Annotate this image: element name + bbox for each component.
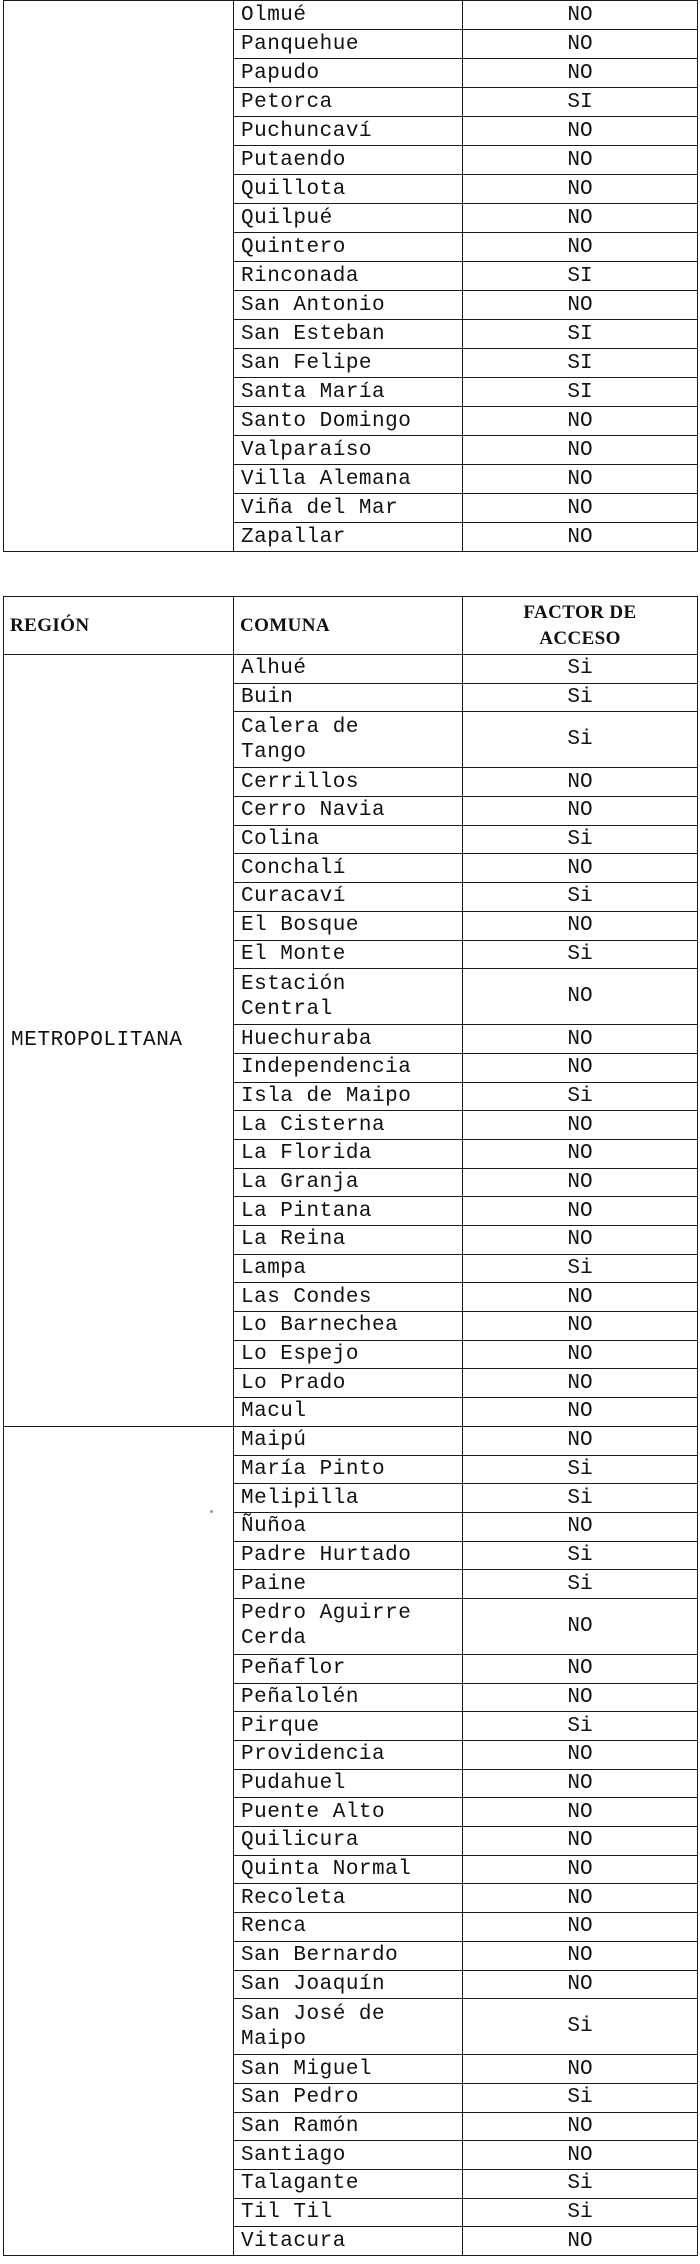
comuna-cell: San Felipe (234, 349, 463, 378)
header-factor-line1: FACTOR DE (523, 601, 637, 623)
comuna-cell: Calera de Tango (234, 712, 463, 768)
factor-acceso-cell: Si (463, 2198, 698, 2227)
factor-acceso-cell: Si (463, 1570, 698, 1599)
table-row (4, 655, 698, 684)
factor-acceso-cell: NO (463, 1970, 698, 1999)
comuna-cell: Petorca (234, 88, 463, 117)
comuna-cell: Quinta Normal (234, 1855, 463, 1884)
comuna-cell: Papudo (234, 59, 463, 88)
factor-acceso-cell: NO (463, 969, 698, 1025)
comuna-cell: Santo Domingo (234, 407, 463, 436)
comuna-cell: Quintero (234, 233, 463, 262)
comuna-cell: Rinconada (234, 262, 463, 291)
comuna-cell: Puente Alto (234, 1798, 463, 1827)
comuna-cell: Independencia (234, 1053, 463, 1082)
comuna-cell: Paine (234, 1570, 463, 1599)
comuna-cell: Panquehue (234, 30, 463, 59)
factor-acceso-cell: NO (463, 1769, 698, 1798)
comuna-cell: Cerro Navia (234, 797, 463, 826)
comuna-cell: Conchalí (234, 854, 463, 883)
comuna-cell: El Bosque (234, 911, 463, 940)
comuna-cell: Providencia (234, 1741, 463, 1770)
factor-acceso-cell: NO (463, 1426, 698, 1455)
factor-acceso-cell: NO (463, 204, 698, 233)
comuna-cell: Olmué (234, 1, 463, 30)
factor-acceso-cell: NO (463, 436, 698, 465)
factor-acceso-cell: NO (463, 175, 698, 204)
factor-acceso-cell: Si (463, 1254, 698, 1283)
table-row (4, 1, 698, 30)
table2-body (4, 655, 698, 2256)
table1-body (4, 1, 698, 552)
comuna-cell: San Bernardo (234, 1941, 463, 1970)
comuna-cell: Recoleta (234, 1884, 463, 1913)
factor-acceso-cell: NO (463, 797, 698, 826)
comuna-cell: Isla de Maipo (234, 1082, 463, 1111)
factor-acceso-cell: NO (463, 1398, 698, 1427)
comuna-cell: Alhué (234, 655, 463, 684)
comuna-cell: Quilicura (234, 1827, 463, 1856)
comuna-cell: Santa María (234, 378, 463, 407)
comuna-cell: La Granja (234, 1168, 463, 1197)
factor-acceso-cell: NO (463, 2141, 698, 2170)
factor-acceso-cell: Si (463, 683, 698, 712)
factor-acceso-cell: NO (463, 1025, 698, 1054)
comuna-cell: San Esteban (234, 320, 463, 349)
comuna-cell: Colina (234, 825, 463, 854)
comuna-cell: San Antonio (234, 291, 463, 320)
factor-acceso-cell: NO (463, 1741, 698, 1770)
comuna-cell: Macul (234, 1398, 463, 1427)
region-cell-continued (4, 1426, 234, 2255)
comuna-cell: Lo Prado (234, 1369, 463, 1398)
comuna-cell: San Ramón (234, 2112, 463, 2141)
comuna-cell: San Miguel (234, 2055, 463, 2084)
comuna-cell: La Cisterna (234, 1111, 463, 1140)
factor-acceso-cell: Si (463, 825, 698, 854)
factor-acceso-cell: Si (463, 2083, 698, 2112)
factor-acceso-cell: SI (463, 378, 698, 407)
comuna-cell: La Pintana (234, 1197, 463, 1226)
factor-acceso-cell: NO (463, 1683, 698, 1712)
comuna-cell: El Monte (234, 940, 463, 969)
factor-acceso-cell: NO (463, 2112, 698, 2141)
header-region: REGIÓN (4, 597, 234, 655)
factor-acceso-cell: NO (463, 2055, 698, 2084)
comuna-cell: Zapallar (234, 523, 463, 552)
valparaiso-comunas-table (3, 0, 698, 552)
factor-acceso-cell: NO (463, 1340, 698, 1369)
factor-acceso-cell: NO (463, 1197, 698, 1226)
factor-acceso-cell: SI (463, 349, 698, 378)
comuna-cell: Padre Hurtado (234, 1541, 463, 1570)
comuna-cell: Estación Central (234, 969, 463, 1025)
comuna-cell: Buin (234, 683, 463, 712)
comuna-cell: Melipilla (234, 1484, 463, 1513)
factor-acceso-cell: NO (463, 2227, 698, 2256)
factor-acceso-cell: NO (463, 1168, 698, 1197)
factor-acceso-cell: NO (463, 1654, 698, 1683)
factor-acceso-cell: NO (463, 465, 698, 494)
comuna-cell: Villa Alemana (234, 465, 463, 494)
comuna-cell: Puchuncaví (234, 117, 463, 146)
comuna-cell: Putaendo (234, 146, 463, 175)
region-cell: METROPOLITANA (4, 655, 234, 1427)
factor-acceso-cell: Si (463, 1455, 698, 1484)
factor-acceso-cell: Si (463, 1999, 698, 2055)
comuna-cell: Talagante (234, 2169, 463, 2198)
factor-acceso-cell: Si (463, 1712, 698, 1741)
factor-acceso-cell: NO (463, 1053, 698, 1082)
factor-acceso-cell: Si (463, 712, 698, 768)
comuna-cell: Lo Espejo (234, 1340, 463, 1369)
factor-acceso-cell: NO (463, 1941, 698, 1970)
comuna-cell: Maipú (234, 1426, 463, 1455)
factor-acceso-cell: NO (463, 1512, 698, 1541)
comuna-cell: Santiago (234, 2141, 463, 2170)
factor-acceso-cell: NO (463, 1827, 698, 1856)
factor-acceso-cell: NO (463, 146, 698, 175)
comuna-cell: Pedro Aguirre Cerda (234, 1598, 463, 1654)
comuna-cell: Peñalolén (234, 1683, 463, 1712)
comuna-cell: Las Condes (234, 1283, 463, 1312)
comuna-cell: Lo Barnechea (234, 1312, 463, 1341)
factor-acceso-cell: NO (463, 1, 698, 30)
comuna-cell: Pudahuel (234, 1769, 463, 1798)
factor-acceso-cell: NO (463, 59, 698, 88)
comuna-cell: Til Til (234, 2198, 463, 2227)
header-factor-line2: ACCESO (539, 627, 621, 649)
comuna-cell: Peñaflor (234, 1654, 463, 1683)
comuna-cell: Valparaíso (234, 436, 463, 465)
factor-acceso-cell: NO (463, 768, 698, 797)
comuna-cell: San José de Maipo (234, 1999, 463, 2055)
factor-acceso-cell: Si (463, 655, 698, 684)
scan-speck (210, 1510, 213, 1513)
comuna-cell: Quillota (234, 175, 463, 204)
comuna-cell: Curacaví (234, 883, 463, 912)
factor-acceso-cell: Si (463, 883, 698, 912)
factor-acceso-cell: NO (463, 1855, 698, 1884)
factor-acceso-cell: NO (463, 1226, 698, 1255)
table2-header (4, 597, 698, 655)
comuna-cell: Renca (234, 1913, 463, 1942)
comuna-cell: San Pedro (234, 2083, 463, 2112)
comuna-cell: La Reina (234, 1226, 463, 1255)
metropolitana-comunas-table (3, 596, 698, 2256)
comuna-cell: Vitacura (234, 2227, 463, 2256)
comuna-cell: Viña del Mar (234, 494, 463, 523)
comuna-cell: Pirque (234, 1712, 463, 1741)
comuna-cell: Quilpué (234, 204, 463, 233)
factor-acceso-cell: NO (463, 1598, 698, 1654)
factor-acceso-cell: NO (463, 1283, 698, 1312)
header-comuna: COMUNA (234, 597, 463, 655)
comuna-cell: Huechuraba (234, 1025, 463, 1054)
factor-acceso-cell: Si (463, 1082, 698, 1111)
comuna-cell: María Pinto (234, 1455, 463, 1484)
factor-acceso-cell: NO (463, 233, 698, 262)
factor-acceso-cell: Si (463, 940, 698, 969)
region-cell-blank (4, 1, 234, 552)
factor-acceso-cell: NO (463, 1369, 698, 1398)
factor-acceso-cell: NO (463, 1798, 698, 1827)
factor-acceso-cell: NO (463, 30, 698, 59)
factor-acceso-cell: SI (463, 262, 698, 291)
factor-acceso-cell: NO (463, 407, 698, 436)
header-factor-acceso (463, 597, 698, 655)
table-row (4, 1426, 698, 1455)
factor-acceso-cell: NO (463, 291, 698, 320)
comuna-cell: Ñuñoa (234, 1512, 463, 1541)
factor-acceso-cell: NO (463, 494, 698, 523)
factor-acceso-cell: NO (463, 1913, 698, 1942)
factor-acceso-cell: SI (463, 320, 698, 349)
factor-acceso-cell: NO (463, 117, 698, 146)
factor-acceso-cell: NO (463, 911, 698, 940)
comuna-cell: La Florida (234, 1139, 463, 1168)
factor-acceso-cell: SI (463, 88, 698, 117)
comuna-cell: Cerrillos (234, 768, 463, 797)
factor-acceso-cell: Si (463, 2169, 698, 2198)
factor-acceso-cell: NO (463, 523, 698, 552)
factor-acceso-cell: Si (463, 1541, 698, 1570)
comuna-cell: San Joaquín (234, 1970, 463, 1999)
header-row (4, 597, 698, 655)
factor-acceso-cell: Si (463, 1484, 698, 1513)
factor-acceso-cell: NO (463, 1312, 698, 1341)
factor-acceso-cell: NO (463, 1139, 698, 1168)
factor-acceso-cell: NO (463, 1884, 698, 1913)
comuna-cell: Lampa (234, 1254, 463, 1283)
factor-acceso-cell: NO (463, 854, 698, 883)
factor-acceso-cell: NO (463, 1111, 698, 1140)
